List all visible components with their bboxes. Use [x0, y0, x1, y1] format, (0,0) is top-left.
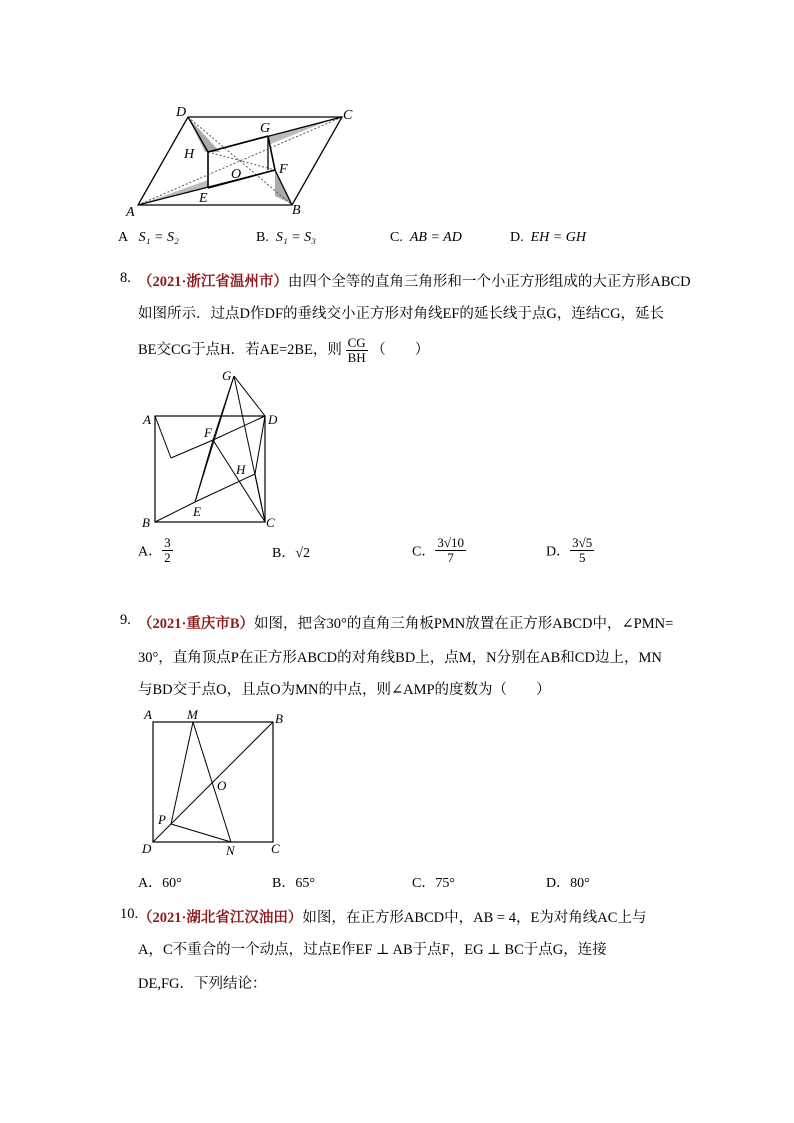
figure-q8 [138, 366, 288, 536]
q9-option-b[interactable]: B．65° [272, 876, 315, 891]
q7-option-d[interactable]: D. EH = GH [510, 230, 586, 245]
q8-option-b[interactable]: B．√2 [272, 546, 311, 561]
label-C: C [271, 841, 280, 856]
label-A: A [143, 412, 151, 427]
label-A: A [126, 205, 135, 220]
q7-option-a[interactable]: A S₁ = S₂ [118, 230, 179, 245]
figure-q7 [120, 100, 370, 220]
label-H: H [184, 147, 195, 162]
label-D: D [176, 105, 187, 120]
label-H: H [236, 462, 246, 477]
q9-source: （2021·重庆市B） [138, 616, 255, 632]
q8-fraction: $\frac{CG}{BH}$ [347, 335, 366, 365]
q8-line-1: （2021·浙江省温州市）由四个全等的直角三角形和一个小正方形组成的大正方形ABCD [138, 274, 691, 290]
q8-option-c[interactable]: C． $\frac{3√10}{7}$ [412, 535, 464, 565]
label-D: D [268, 412, 278, 427]
label-B: B [292, 203, 301, 218]
label-D: D [142, 841, 152, 856]
label-A: A [144, 707, 152, 722]
label-G: G [222, 368, 232, 383]
label-E: E [199, 191, 208, 206]
q9-line-2: 30°，直角顶点P在正方形ABCD的对角线BD上，点M，N分别在AB和CD边上，MN [138, 650, 662, 666]
label-F: F [279, 162, 288, 177]
label-C: C [343, 108, 353, 123]
q9-number: 9. [120, 612, 131, 628]
q8-source: （2021·浙江省温州市） [138, 274, 288, 290]
figure-q9 [138, 706, 298, 861]
label-E: E [193, 504, 201, 519]
label-G: G [260, 121, 271, 136]
q9-option-c[interactable]: C．75° [412, 876, 455, 891]
label-F: F [204, 425, 212, 440]
label-B: B [142, 515, 150, 530]
q7-option-b[interactable]: B. S₁ = S₃ [256, 230, 317, 245]
label-N: N [226, 843, 235, 858]
q8-line-2: 如图所示．过点D作DF的垂线交小正方形对角线EF的延长线于点G，连结CG，延长 [138, 306, 665, 322]
label-P: P [158, 812, 166, 827]
q10-line-1: （2021·湖北省江汉油田）如图，在正方形ABCD中，AB = 4，E为对角线AC上与 [138, 910, 647, 926]
q10-line-2: A，C不重合的一个动点，过点E作EF ⊥ AB于点F，EG ⊥ BC于点G，连接 [138, 942, 607, 958]
label-C: C [266, 515, 275, 530]
q8-number: 8. [120, 270, 131, 286]
q9-line-1: （2021·重庆市B）如图，把含30°的直角三角板PMN放置在正方形ABCD中，∠PMN= [138, 616, 674, 632]
label-O: O [231, 167, 242, 182]
q8-option-a[interactable]: A． $\frac{3}{2}$ [138, 535, 171, 565]
q10-number: 10. [120, 906, 139, 922]
q10-line-3: DE,FG．下列结论： [138, 976, 267, 992]
q10-source: （2021·湖北省江汉油田） [138, 910, 303, 926]
q9-option-d[interactable]: D．80° [546, 876, 590, 891]
label-B: B [275, 711, 283, 726]
label-O: O [217, 778, 227, 793]
q7-option-c[interactable]: C. AB = AD [390, 230, 462, 245]
label-M: M [187, 707, 198, 722]
q9-option-a[interactable]: A．60° [138, 876, 182, 891]
q8-option-d[interactable]: D． $\frac{3√5}{5}$ [546, 535, 593, 565]
q8-line-3: BE交CG于点H．若AE=2BE，则 $\frac{CG}{BH}$ （ ） [138, 335, 430, 365]
q9-line-3: 与BD交于点O，且点O为MN的中点，则∠AMP的度数为（ ） [138, 682, 551, 698]
